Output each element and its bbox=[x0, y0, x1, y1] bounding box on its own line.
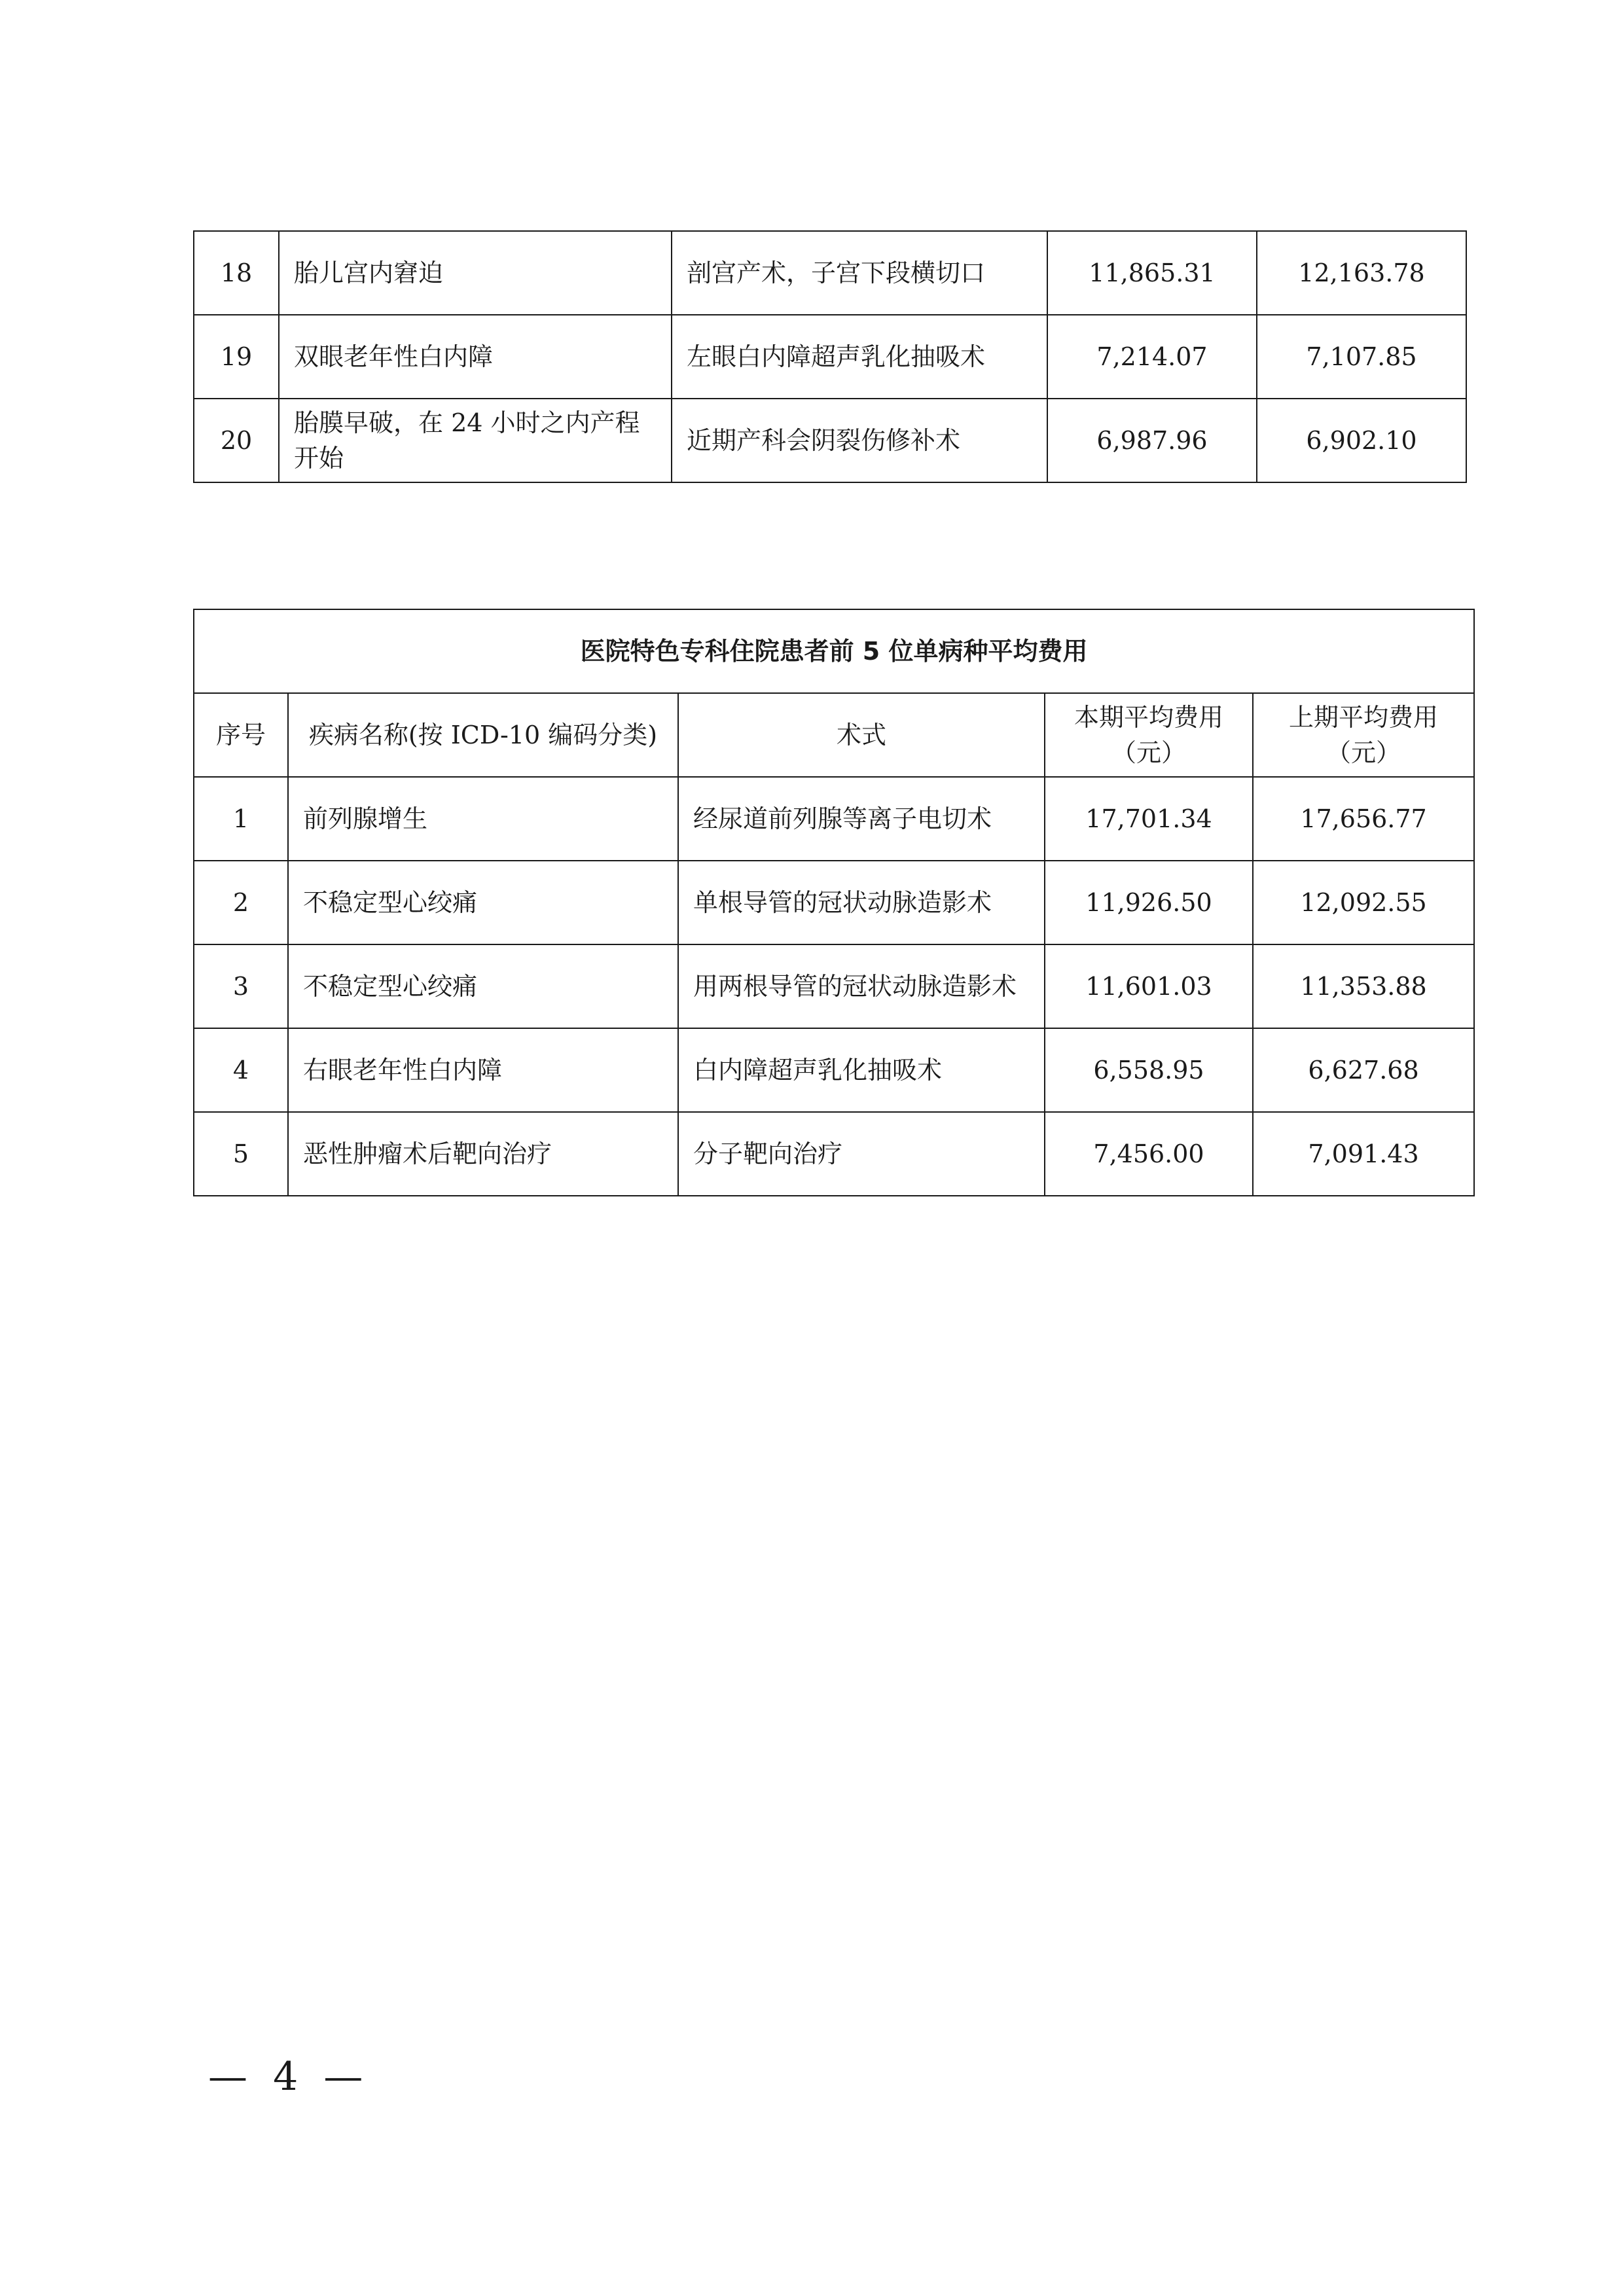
current-average-cost: 11,926.50 bbox=[1045, 861, 1253, 944]
page-number: — 4 — bbox=[208, 2054, 370, 2100]
previous-average-cost: 7,107.85 bbox=[1257, 315, 1466, 399]
previous-average-cost: 6,627.68 bbox=[1253, 1028, 1474, 1112]
row-number: 19 bbox=[194, 315, 279, 399]
current-average-cost: 11,601.03 bbox=[1045, 944, 1253, 1028]
table-row bbox=[194, 861, 1474, 944]
table-row bbox=[194, 944, 1474, 1028]
disease-name: 胎膜早破，在 24 小时之内产程开始 bbox=[279, 399, 672, 482]
row-number: 18 bbox=[194, 231, 279, 315]
previous-average-cost: 11,353.88 bbox=[1253, 944, 1474, 1028]
table-row bbox=[194, 1028, 1474, 1112]
table-row bbox=[194, 777, 1474, 861]
table-row bbox=[194, 399, 1466, 482]
current-average-cost: 7,214.07 bbox=[1047, 315, 1257, 399]
procedure-name: 白内障超声乳化抽吸术 bbox=[678, 1028, 1045, 1112]
previous-average-cost: 17,656.77 bbox=[1253, 777, 1474, 861]
continued-cost-table bbox=[193, 230, 1467, 483]
current-average-cost: 6,558.95 bbox=[1045, 1028, 1253, 1112]
header-procedure: 术式 bbox=[678, 693, 1045, 777]
disease-name: 不稳定型心绞痛 bbox=[288, 944, 678, 1028]
disease-name: 不稳定型心绞痛 bbox=[288, 861, 678, 944]
procedure-name: 经尿道前列腺等离子电切术 bbox=[678, 777, 1045, 861]
header-disease: 疾病名称(按 ICD-10 编码分类) bbox=[288, 693, 678, 777]
table-row bbox=[194, 231, 1466, 315]
table-row bbox=[194, 1112, 1474, 1196]
current-average-cost: 11,865.31 bbox=[1047, 231, 1257, 315]
disease-name: 恶性肿瘤术后靶向治疗 bbox=[288, 1112, 678, 1196]
previous-average-cost: 7,091.43 bbox=[1253, 1112, 1474, 1196]
header-current-cost: 本期平均费用（元） bbox=[1045, 693, 1253, 777]
current-average-cost: 7,456.00 bbox=[1045, 1112, 1253, 1196]
disease-name: 右眼老年性白内障 bbox=[288, 1028, 678, 1112]
current-average-cost: 17,701.34 bbox=[1045, 777, 1253, 861]
disease-name: 胎儿宫内窘迫 bbox=[279, 231, 672, 315]
procedure-name: 分子靶向治疗 bbox=[678, 1112, 1045, 1196]
header-number: 序号 bbox=[194, 693, 288, 777]
procedure-name: 用两根导管的冠状动脉造影术 bbox=[678, 944, 1045, 1028]
disease-name: 前列腺增生 bbox=[288, 777, 678, 861]
table-title-row bbox=[194, 609, 1474, 693]
table-row bbox=[194, 315, 1466, 399]
previous-average-cost: 6,902.10 bbox=[1257, 399, 1466, 482]
specialty-top5-cost-table bbox=[193, 609, 1475, 1196]
row-number: 2 bbox=[194, 861, 288, 944]
previous-average-cost: 12,163.78 bbox=[1257, 231, 1466, 315]
current-average-cost: 6,987.96 bbox=[1047, 399, 1257, 482]
table-header-row bbox=[194, 693, 1474, 777]
row-number: 4 bbox=[194, 1028, 288, 1112]
previous-average-cost: 12,092.55 bbox=[1253, 861, 1474, 944]
header-previous-cost: 上期平均费用（元） bbox=[1253, 693, 1474, 777]
procedure-name: 左眼白内障超声乳化抽吸术 bbox=[672, 315, 1047, 399]
row-number: 1 bbox=[194, 777, 288, 861]
table-title: 医院特色专科住院患者前 5 位单病种平均费用 bbox=[194, 609, 1474, 693]
row-number: 3 bbox=[194, 944, 288, 1028]
row-number: 20 bbox=[194, 399, 279, 482]
procedure-name: 近期产科会阴裂伤修补术 bbox=[672, 399, 1047, 482]
procedure-name: 单根导管的冠状动脉造影术 bbox=[678, 861, 1045, 944]
row-number: 5 bbox=[194, 1112, 288, 1196]
procedure-name: 剖宫产术，子宫下段横切口 bbox=[672, 231, 1047, 315]
disease-name: 双眼老年性白内障 bbox=[279, 315, 672, 399]
